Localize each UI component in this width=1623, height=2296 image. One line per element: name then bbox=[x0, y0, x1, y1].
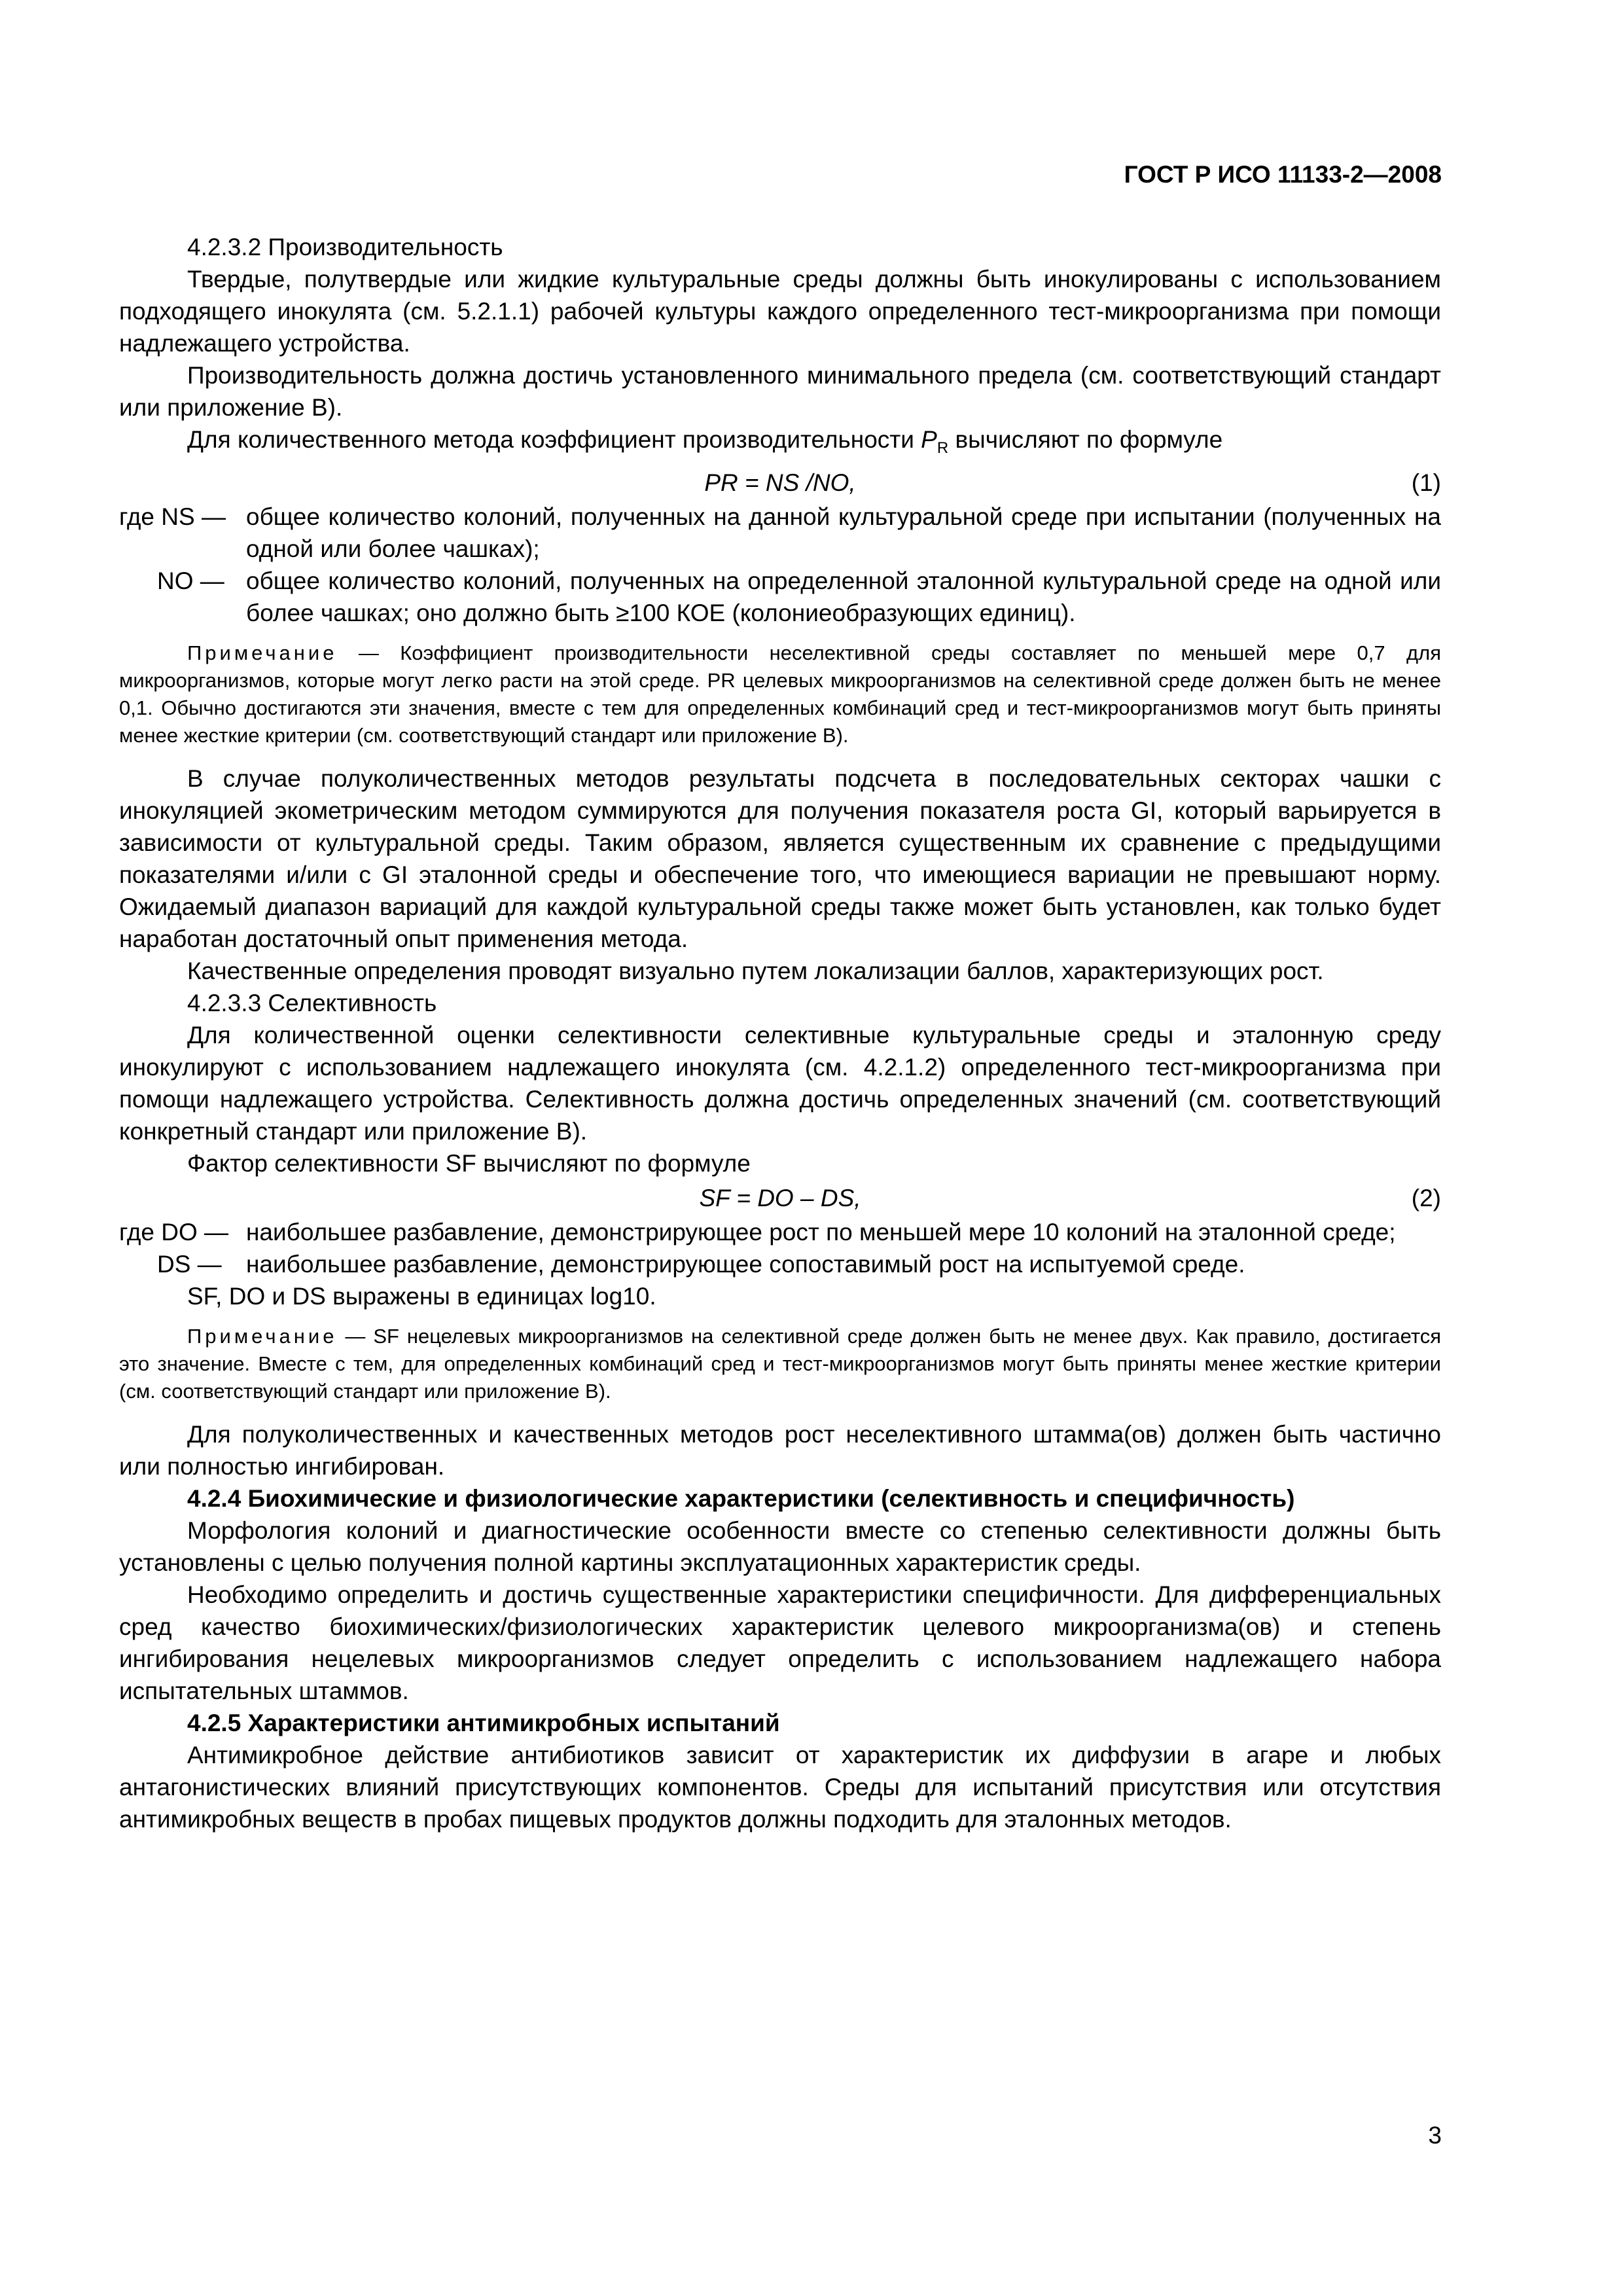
definition-term: где DO — bbox=[119, 1219, 229, 1246]
definition-text: общее количество колоний, полученных на определенной эталонной культуральной среде на одной или более чашках; оно должно быть ≥100 КОЕ (колониеобразующих единиц). bbox=[246, 567, 1441, 626]
note bbox=[119, 639, 1441, 749]
formula-1 bbox=[119, 464, 1441, 501]
paragraph: Производительность должна достичь установленного минимального предела (см. соответствующий стандарт или приложение В). bbox=[119, 362, 1441, 421]
note bbox=[119, 1323, 1441, 1405]
section-heading-4-2-5: 4.2.5 Характеристики антимикробных испытаний bbox=[187, 1710, 780, 1736]
units-statement: SF, DO и DS выражены в единицах log10. bbox=[187, 1283, 656, 1310]
definition-item bbox=[119, 565, 1441, 629]
definition-text: общее количество колоний, полученных на данной культуральной среде при испытании (полученных на одной или более чашках); bbox=[246, 503, 1441, 562]
paragraph: Необходимо определить и достичь существенные характеристики специфичности. Для дифференциальных сред качество биохимических/физиологических характеристик целевого микроорганизма(ов) и степень ингибирования нецелевых микроорганизмов следует определить с использованием надлежащего набора испытательных штаммов. bbox=[119, 1581, 1441, 1704]
definition-term: DS — bbox=[157, 1251, 222, 1278]
note-label: Примечание bbox=[187, 641, 338, 664]
definition-text: наибольшее разбавление, демонстрирующее сопоставимый рост на испытуемой среде. bbox=[246, 1251, 1245, 1278]
definition-item bbox=[119, 1248, 1441, 1280]
paragraph-formula-intro: Для количественного метода коэффициент производительности $P_R$ вычисляют по формуле bbox=[187, 426, 1223, 457]
paragraph: В случае полуколичественных методов результаты подсчета в последовательных секторах чашки с инокуляцией экометрическим методом суммируются для получения показателя роста GI, который варьируется в зависимости от культуральной среды. Таким образом, является существенным их сравнение с предыдущими показателями и/или с GI эталонной среды и обеспечение того, что имеющиеся вариации не превышают норму. Ожидаемый диапазон вариаций для каждой культуральной среды также может быть установлен, как только будет наработан достаточный опыт применения метода. bbox=[119, 765, 1441, 952]
definition-term: NO — bbox=[157, 567, 224, 594]
paragraph: Морфология колоний и диагностические особенности вместе со степенью селективности должны быть установлены с целью получения полной картины эксплуатационных характеристик среды. bbox=[119, 1517, 1441, 1576]
section-heading-4-2-3-2: 4.2.3.2 Производительность bbox=[187, 234, 503, 260]
definition-term: где NS — bbox=[119, 503, 226, 530]
definition-text: наибольшее разбавление, демонстрирующее рост по меньшей мере 10 колоний на эталонной среде; bbox=[246, 1219, 1396, 1246]
formula-expression: PR = NS /NO, bbox=[704, 469, 856, 496]
note-text: — SF нецелевых микроорганизмов на селективной среде должен быть не менее двух. Как правило, достигается это значение. Вместе с тем, для определенных комбинаций сред и тест-микроорганизмов могут быть приняты менее жесткие критерии (см. соответствующий стандарт или приложение В). bbox=[119, 1325, 1441, 1403]
paragraph: Для полуколичественных и качественных методов рост неселективного штамма(ов) должен быть частично или полностью ингибирован. bbox=[119, 1421, 1441, 1480]
paragraph: Антимикробное действие антибиотиков зависит от характеристик их диффузии в агаре и любых антагонистических влияний присутствующих компонентов. Среды для испытаний присутствия или отсутствия антимикробных веществ в пробах пищевых продуктов должны подходить для эталонных методов. bbox=[119, 1742, 1441, 1833]
section-heading-4-2-4: 4.2.4 Биохимические и физиологические характеристики (селективность и специфичность) bbox=[187, 1485, 1295, 1512]
formula-number: (1) bbox=[1411, 469, 1441, 496]
document-body bbox=[119, 231, 1441, 1835]
paragraph: Для количественной оценки селективности селективные культуральные среды и эталонную среду инокулируют с использованием надлежащего инокулята (см. 4.2.1.2) определенного тест-микроорганизма при помощи надлежащего устройства. Селективность должна достичь определенных значений (см. соответствующий конкретный стандарт или приложение В). bbox=[119, 1022, 1441, 1145]
formula-2 bbox=[119, 1179, 1441, 1216]
formula-number: (2) bbox=[1411, 1185, 1441, 1211]
paragraph: Качественные определения проводят визуально путем локализации баллов, характеризующих рост. bbox=[187, 958, 1324, 984]
note-label: Примечание bbox=[187, 1325, 338, 1348]
definition-item bbox=[119, 501, 1441, 565]
definition-item bbox=[119, 1216, 1441, 1248]
document-standard-code: ГОСТ Р ИСО 11133-2—2008 bbox=[1124, 161, 1442, 188]
paragraph-formula-intro: Фактор селективности SF вычисляют по формуле bbox=[187, 1150, 751, 1177]
note-text: — Коэффициент производительности неселективной среды составляет по меньшей мере 0,7 для микроорганизмов, которые могут легко расти на этой среде. PR целевых микроорганизмов на селективной среде должен быть не менее 0,1. Обычно достигаются эти значения, вместе с тем для определенных комбинаций сред и тест-микроорганизмов могут быть приняты менее жесткие критерии (см. соответствующий стандарт или приложение В). bbox=[119, 641, 1441, 747]
page-number: 3 bbox=[1428, 2122, 1442, 2149]
paragraph: Твердые, полутвердые или жидкие культуральные среды должны быть инокулированы с использованием подходящего инокулята (см. 5.2.1.1) рабочей культуры каждого определенного тест-микроорганизма при помощи надлежащего устройства. bbox=[119, 266, 1441, 357]
section-heading-4-2-3-3: 4.2.3.3 Селективность bbox=[187, 990, 437, 1016]
formula-expression: SF = DO – DS, bbox=[699, 1185, 861, 1211]
